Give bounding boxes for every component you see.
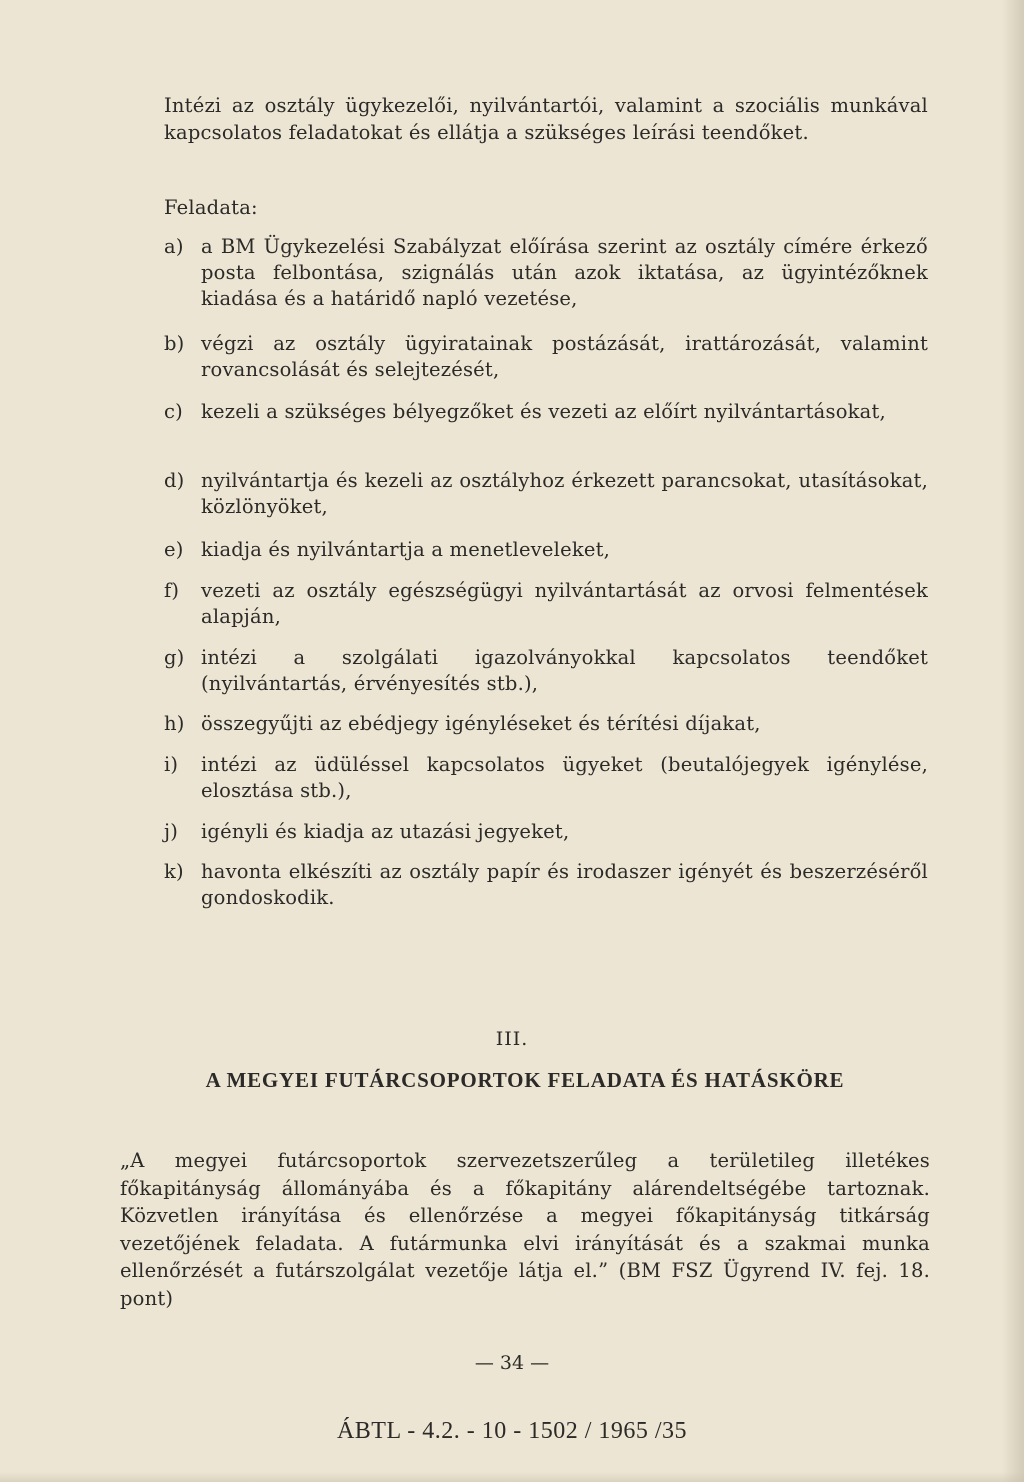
archive-reference-stamp: ÁBTL - 4.2. - 10 - 1502 / 1965 /35 <box>336 1418 688 1444</box>
list-item-text: intézi a szolgálati igazolványokkal kapcsolatos teendőket (nyilvántartás, érvényesítés stb.), <box>201 646 928 695</box>
section-number: III. <box>495 1028 529 1050</box>
intro-paragraph: Intézi az osztály ügykezelői, nyilvántartói, valamint a szociális munkával kapcsolatos feladatokat és ellátja a szükséges leírási teendőket. <box>164 94 928 144</box>
list-item <box>164 578 928 630</box>
quoted-paragraph: „A megyei futárcsoportok szervezetszerűleg a területileg illetékes főkapitányság állományába és a főkapitány alárendeltségébe tartoznak. Közvetlen irányítása és ellenőrzése a megyei főkapitányság titkárság vezetőjének feladata. A futármunka elvi irányítását és a szakmai munka ellenőrzését a futárszolgálat vezetője látja el.” (BM FSZ Ügyrend IV. fej. 18. pont) <box>120 1149 930 1310</box>
list-item-text: végzi az osztály ügyiratainak postázását, irattározását, valamint rovancsolását és selejtezését, <box>201 332 928 381</box>
list-item <box>164 399 928 425</box>
list-item <box>164 711 928 737</box>
list-item-text: vezeti az osztály egészségügyi nyilvántartását az orvosi felmentések alapján, <box>201 579 928 628</box>
list-item-text: havonta elkészíti az osztály papír és irodaszer igényét és beszerzéséről gondoskodik. <box>201 860 928 909</box>
list-marker: b) <box>164 332 185 355</box>
list-marker: a) <box>164 235 184 258</box>
page-number: — 34 — <box>474 1352 550 1374</box>
list-item <box>164 819 928 845</box>
list-item-text: igényli és kiadja az utazási jegyeket, <box>201 820 570 843</box>
list-item-text: nyilvántartja és kezeli az osztályhoz érkezett parancsokat, utasításokat, közlönyöket, <box>201 469 928 518</box>
list-marker: c) <box>164 400 183 423</box>
list-item <box>164 234 928 312</box>
page-bottom-shadow <box>0 1472 1024 1482</box>
list-item <box>164 859 928 911</box>
list-item-text: intézi az üdüléssel kapcsolatos ügyeket (beutalójegyek igénylése, elosztása stb.), <box>201 753 928 802</box>
list-item-text: kezeli a szükséges bélyegzőket és vezeti az előírt nyilvántartásokat, <box>201 400 886 423</box>
list-item <box>164 468 928 520</box>
list-marker: i) <box>164 753 179 776</box>
list-item-text: összegyűjti az ebédjegy igényléseket és térítési díjakat, <box>201 712 761 735</box>
list-marker: k) <box>164 860 184 883</box>
list-item <box>164 645 928 697</box>
page-edge-shadow <box>1002 0 1024 1482</box>
list-marker: e) <box>164 538 184 561</box>
list-item <box>164 752 928 804</box>
list-marker: h) <box>164 712 185 735</box>
list-marker: d) <box>164 469 185 492</box>
list-marker: f) <box>164 579 180 602</box>
list-item <box>164 537 928 563</box>
list-item <box>164 331 928 383</box>
list-item-text: kiadja és nyilvántartja a menetleveleket, <box>201 538 611 561</box>
list-marker: j) <box>164 820 179 843</box>
list-marker: g) <box>164 646 185 669</box>
tasks-heading: Feladata: <box>164 196 258 219</box>
list-item-text: a BM Ügykezelési Szabályzat előírása szerint az osztály címére érkező posta felbontása, szignálás után azok iktatása, az ügyintézőknek kiadása és a határidő napló vezetése, <box>201 235 928 310</box>
section-title: A MEGYEI FUTÁRCSOPORTOK FELADATA ÉS HATÁSKÖRE <box>205 1068 845 1092</box>
